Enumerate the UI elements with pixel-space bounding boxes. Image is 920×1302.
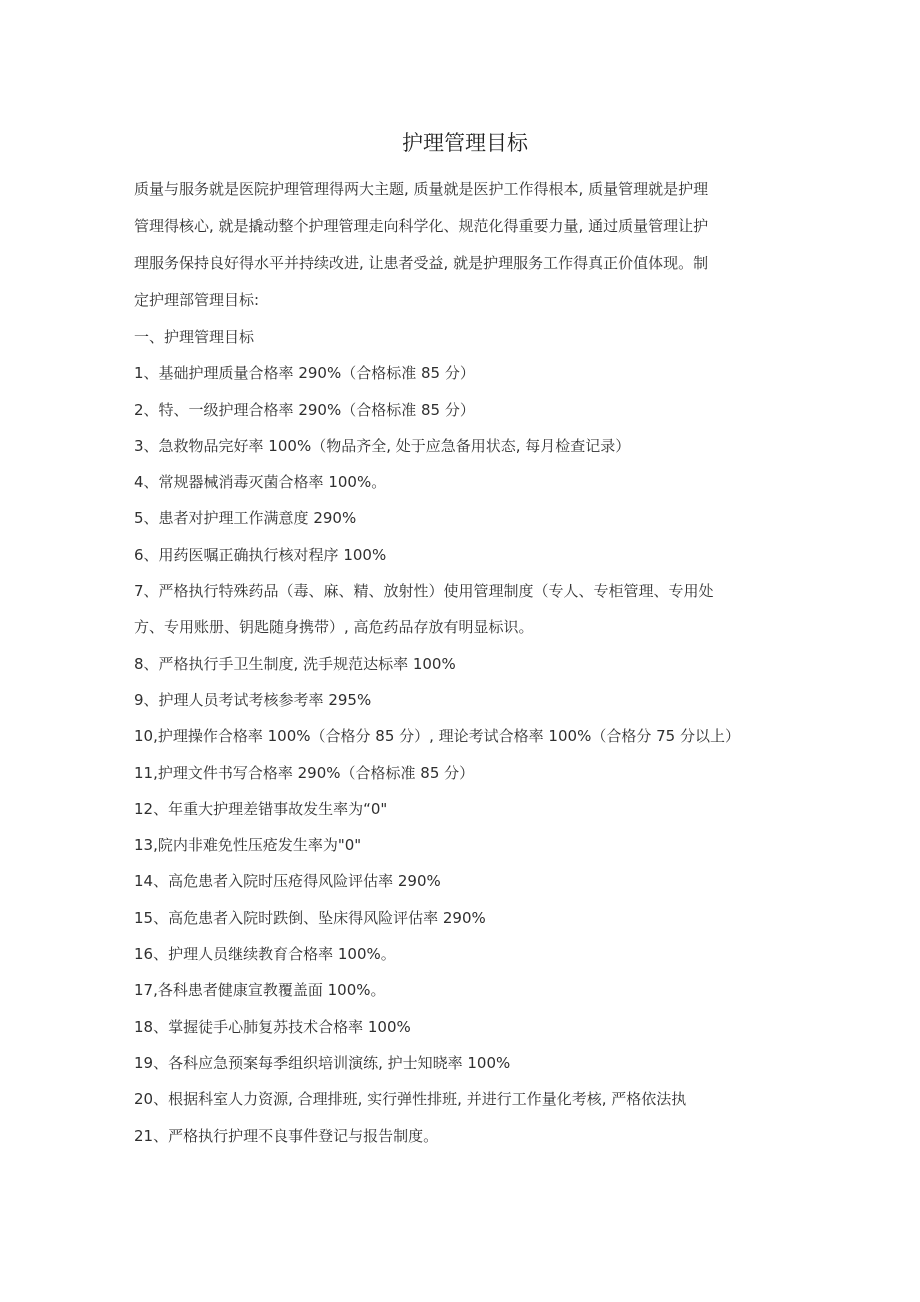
list-item: 10,护理操作合格率 100%（合格分 85 分）, 理论考试合格率 100%（合格分 75 分以上） (134, 727, 740, 746)
list-item: 20、根据科室人力资源, 合理排班, 实行弹性排班, 并进行工作量化考核, 严格依法执 (134, 1090, 687, 1109)
page-title: 护理管理目标 (402, 131, 528, 155)
list-item: 17,各科患者健康宣教覆盖面 100%。 (134, 981, 386, 1000)
list-item: 8、严格执行手卫生制度, 洗手规范达标率 100% (134, 654, 456, 673)
list-item: 2、特、一级护理合格率 290%（合格标准 85 分） (134, 400, 475, 419)
goal-list (134, 319, 796, 1154)
list-item: 21、严格执行护理不良事件登记与报告制度。 (134, 1126, 439, 1145)
list-item: 1、基础护理质量合格率 290%（合格标准 85 分） (134, 364, 475, 383)
list-item: 7、严格执行特殊药品（毒、麻、精、放射性）使用管理制度（专人、专柜管理、专用处 方、专用账册、钥匙随身携带）, 高危药品存放有明显标识。 (134, 582, 714, 637)
list-item: 19、各科应急预案每季组织培训演练, 护士知晓率 100% (134, 1053, 511, 1072)
list-item: 16、护理人员继续教育合格率 100%。 (134, 945, 396, 964)
list-item: 4、常规器械消毒灭菌合格率 100%。 (134, 473, 387, 492)
list-item: 15、高危患者入院时跌倒、坠床得风险评估率 290% (134, 908, 486, 927)
list-item: 3、急救物品完好率 100%（物品齐全, 处于应急备用状态, 每月检查记录） (134, 436, 631, 455)
list-item: 5、患者对护理工作满意度 290% (134, 509, 357, 528)
list-item: 6、用药医嘱正确执行核对程序 100% (134, 545, 387, 564)
list-item: 14、高危患者入院时压疮得风险评估率 290% (134, 872, 441, 891)
list-item: 12、年重大护理差错事故发生率为“0" (134, 799, 388, 818)
list-item: 18、掌握徒手心肺复苏技术合格率 100% (134, 1017, 411, 1036)
list-item: 13,院内非难免性压疮发生率为"0" (134, 836, 362, 855)
list-item: 9、护理人员考试考核参考率 295% (134, 690, 372, 709)
list-item: 11,护理文件书写合格率 290%（合格标准 85 分） (134, 763, 475, 782)
intro-paragraph: 质量与服务就是医院护理管理得两大主题, 质量就是医护工作得根本, 质量管理就是护理 管理得核心, 就是撬动整个护理管理走向科学化、规范化得重要力量, 通过质量管理让护 理服务保持良好得水平并持续改进, 让患者受益, 就是护理服务工作得真正价值体现。制 定护理部管理目标: (134, 180, 709, 309)
section-heading: 一、护理管理目标 (134, 328, 255, 346)
